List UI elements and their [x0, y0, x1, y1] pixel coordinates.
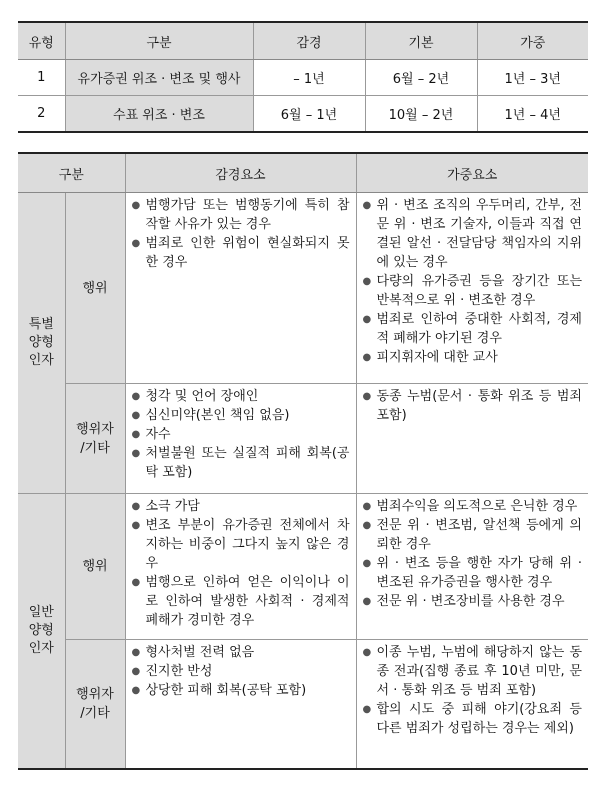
sentencing-range-table: [18, 21, 588, 133]
factor-item: ● 범행으로 인하여 얻은 이익이나 이로 인하여 발생한 사회적 · 경제적 폐해가 경미한 경우: [132, 573, 350, 630]
table-row: [18, 494, 588, 640]
factor-item: ● 범죄수익을 의도적으로 은닉한 경우: [363, 497, 583, 516]
mitigating-factors-cell: [125, 193, 356, 384]
table-row: [18, 193, 588, 384]
factor-subgroup-label: 행위자 /기타: [65, 384, 125, 494]
factor-item: ● 상당한 피해 회복(공탁 포함): [132, 681, 350, 700]
factor-list: [132, 497, 350, 630]
table-row: [18, 96, 588, 133]
factor-item: ● 위 · 변조 등을 행한 자가 당해 위 · 변조된 유가증권을 행사한 경우: [363, 554, 583, 592]
factor-subgroup-label: 행위: [65, 494, 125, 640]
factor-item: ● 범죄로 인하여 중대한 사회적, 경제적 폐해가 야기된 경우: [363, 310, 583, 348]
col-aggravating: 가중요소: [356, 153, 588, 193]
table-row: [18, 640, 588, 769]
sentencing-factors-table: [18, 152, 588, 770]
cell-mitigated: – 1년: [253, 60, 365, 96]
aggravating-factors-cell: [356, 640, 588, 769]
factor-item: ● 소극 가담: [132, 497, 350, 516]
factor-item: ● 처벌불원 또는 실질적 피해 회복(공탁 포함): [132, 444, 350, 482]
cell-basic: 10월 – 2년: [365, 96, 477, 133]
factor-item: ● 형사처벌 전력 없음: [132, 643, 350, 662]
mitigating-factors-cell: [125, 494, 356, 640]
cell-aggravated: 1년 – 4년: [477, 96, 588, 133]
factor-item: ● 진지한 반성: [132, 662, 350, 681]
factor-item: ● 자수: [132, 425, 350, 444]
factor-group-label: 일반 양형 인자: [18, 494, 65, 769]
factor-item: ● 이종 누범, 누범에 해당하지 않는 동종 전과(집행 종료 후 10년 미만, 문서 · 통화 위조 등 범죄 포함): [363, 643, 583, 700]
col-type: 유형: [18, 22, 65, 60]
factor-item: ● 합의 시도 중 피해 야기(강요죄 등 다른 범죄가 성립하는 경우는 제외): [363, 700, 583, 738]
cell-mitigated: 6월 – 1년: [253, 96, 365, 133]
cell-type: 2: [37, 106, 46, 121]
col-mitigated: 감경: [253, 22, 365, 60]
factor-item: ● 다량의 유가증권 등을 장기간 또는 반복적으로 위 · 변조한 경우: [363, 272, 583, 310]
col-category: 구분: [65, 22, 253, 60]
factor-item: ● 범죄로 인한 위험이 현실화되지 못한 경우: [132, 234, 350, 272]
col-category: 구분: [18, 153, 125, 193]
factor-list: [363, 387, 583, 425]
factor-item: ● 심신미약(본인 책임 없음): [132, 406, 350, 425]
factor-item: ● 변조 부분이 유가증권 전체에서 차지하는 비중이 그다지 높지 않은 경우: [132, 516, 350, 573]
aggravating-factors-cell: [356, 384, 588, 494]
col-aggravated: 가중: [477, 22, 588, 60]
factor-list: [363, 643, 583, 738]
table-row: [18, 384, 588, 494]
col-mitigating: 감경요소: [125, 153, 356, 193]
cell-type: 1: [18, 60, 65, 96]
factor-list: [132, 643, 350, 700]
factor-item: ● 위 · 변조 조직의 우두머리, 간부, 전문 위 · 변조 기술자, 이들과 직접 연결된 알선 · 전달담당 책임자의 지위에 있는 경우: [363, 196, 583, 272]
mitigating-factors-cell: [125, 384, 356, 494]
cell-category: 유가증권 위조 · 변조 및 행사: [65, 60, 253, 96]
mitigating-factors-cell: [125, 640, 356, 769]
factor-list: [363, 196, 583, 367]
factor-list: [363, 497, 583, 611]
cell-category: 수표 위조 · 변조: [65, 96, 253, 133]
factor-subgroup-label: 행위: [65, 193, 125, 384]
factor-item: ● 동종 누범(문서 · 통화 위조 등 범죄 포함): [363, 387, 583, 425]
cell-aggravated: 1년 – 3년: [477, 60, 588, 96]
aggravating-factors-cell: [356, 193, 588, 384]
factor-item: ● 전문 위 · 변조장비를 사용한 경우: [363, 592, 583, 611]
factor-item: ● 범행가담 또는 범행동기에 특히 참작할 사유가 있는 경우: [132, 196, 350, 234]
col-basic: 기본: [365, 22, 477, 60]
table-row: [18, 60, 588, 96]
factor-item: ● 전문 위 · 변조범, 알선책 등에게 의뢰한 경우: [363, 516, 583, 554]
factor-list: [132, 196, 350, 272]
aggravating-factors-cell: [356, 494, 588, 640]
cell-basic: 6월 – 2년: [365, 60, 477, 96]
factor-item: ● 청각 및 언어 장애인: [132, 387, 350, 406]
factor-item: ● 피지휘자에 대한 교사: [363, 348, 583, 367]
factor-group-label: 특별 양형 인자: [18, 193, 65, 494]
factor-subgroup-label: 행위자 /기타: [65, 640, 125, 769]
factor-list: [132, 387, 350, 482]
